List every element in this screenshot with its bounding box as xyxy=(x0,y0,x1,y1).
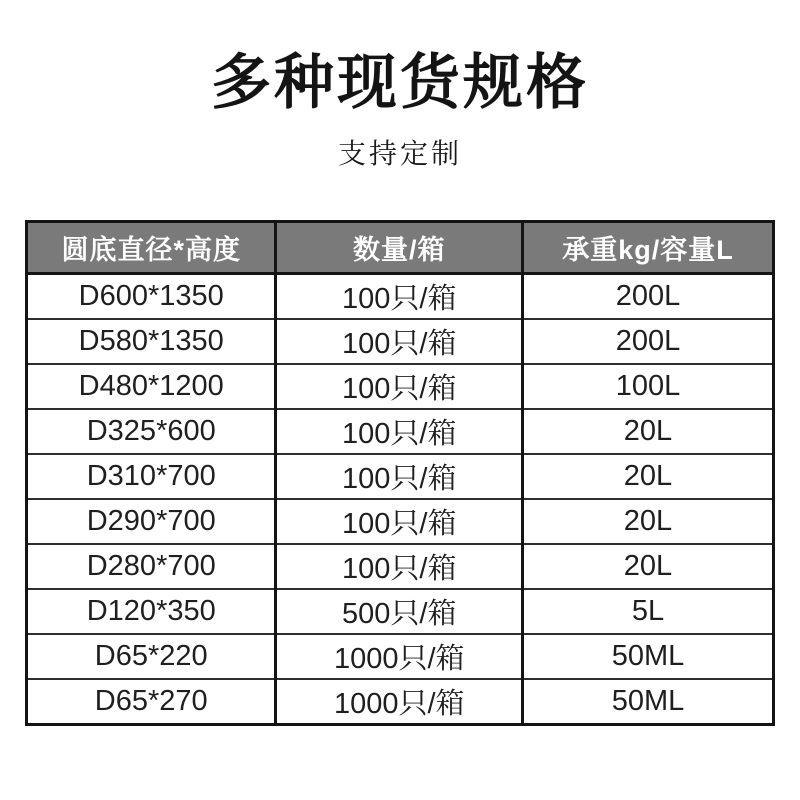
spec-capacity-cell: 20L xyxy=(522,454,773,499)
column-header-capacity: 承重kg/容量L xyxy=(522,222,773,274)
spec-size-cell: D310*700 xyxy=(27,454,276,499)
column-header-quantity: 数量/箱 xyxy=(276,222,523,274)
table-row xyxy=(27,274,774,320)
table-row xyxy=(27,589,774,634)
spec-capacity-cell: 50ML xyxy=(522,679,773,725)
spec-capacity-cell: 200L xyxy=(522,319,773,364)
spec-size-cell: D280*700 xyxy=(27,544,276,589)
spec-size-cell: D65*270 xyxy=(27,679,276,725)
spec-quantity-cell: 100只/箱 xyxy=(276,319,523,364)
spec-quantity-cell: 1000只/箱 xyxy=(276,679,523,725)
spec-quantity-cell: 100只/箱 xyxy=(276,274,523,320)
column-header-size: 圆底直径*高度 xyxy=(27,222,276,274)
table-row xyxy=(27,319,774,364)
spec-size-cell: D120*350 xyxy=(27,589,276,634)
page-subtitle: 支持定制 xyxy=(337,138,462,169)
table-row xyxy=(27,499,774,544)
table-row xyxy=(27,679,774,725)
spec-quantity-cell: 100只/箱 xyxy=(276,544,523,589)
spec-size-cell: D325*600 xyxy=(27,409,276,454)
spec-quantity-cell: 500只/箱 xyxy=(276,589,523,634)
spec-capacity-cell: 20L xyxy=(522,499,773,544)
spec-capacity-cell: 200L xyxy=(522,274,773,320)
spec-quantity-cell: 100只/箱 xyxy=(276,499,523,544)
spec-table xyxy=(25,220,775,726)
spec-quantity-cell: 100只/箱 xyxy=(276,364,523,409)
spec-capacity-cell: 20L xyxy=(522,409,773,454)
spec-capacity-cell: 5L xyxy=(522,589,773,634)
spec-quantity-cell: 1000只/箱 xyxy=(276,634,523,679)
table-row xyxy=(27,454,774,499)
spec-size-cell: D480*1200 xyxy=(27,364,276,409)
spec-size-cell: D65*220 xyxy=(27,634,276,679)
table-row xyxy=(27,634,774,679)
spec-quantity-cell: 100只/箱 xyxy=(276,454,523,499)
table-row xyxy=(27,544,774,589)
spec-capacity-cell: 100L xyxy=(522,364,773,409)
table-row xyxy=(27,364,774,409)
page-title: 多种现货规格 xyxy=(211,49,589,116)
table-header-row xyxy=(27,222,774,274)
spec-size-cell: D580*1350 xyxy=(27,319,276,364)
spec-size-cell: D600*1350 xyxy=(27,274,276,320)
spec-capacity-cell: 50ML xyxy=(522,634,773,679)
spec-size-cell: D290*700 xyxy=(27,499,276,544)
spec-capacity-cell: 20L xyxy=(522,544,773,589)
table-row xyxy=(27,409,774,454)
spec-quantity-cell: 100只/箱 xyxy=(276,409,523,454)
